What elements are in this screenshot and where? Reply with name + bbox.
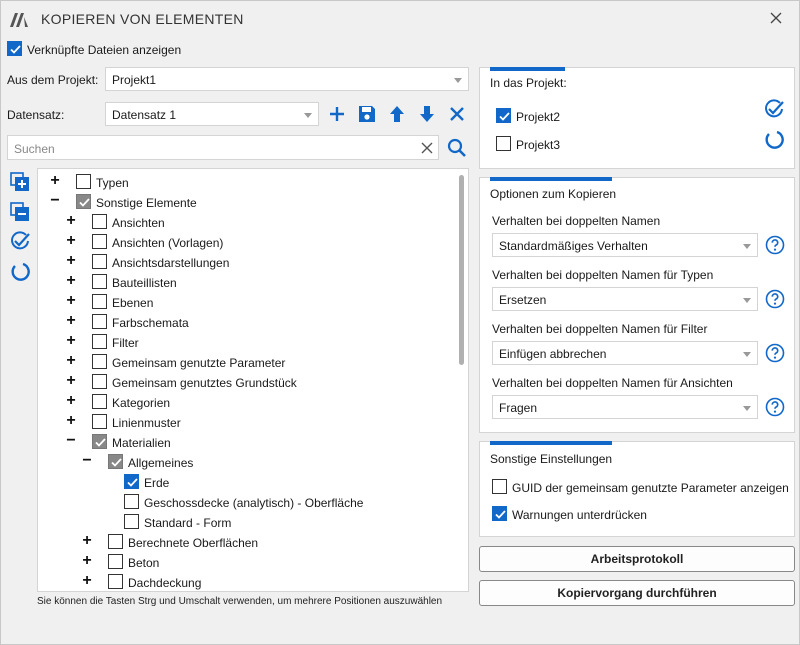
tree-item-label: Beton bbox=[128, 556, 160, 570]
tree-item-checkbox[interactable] bbox=[92, 334, 107, 349]
multi-select-hint: Sie können die Tasten Strg und Umschalt verwenden, um mehrere Positionen auszuwählen bbox=[37, 596, 443, 607]
tree-item-label: Standard - Form bbox=[144, 516, 232, 530]
search-box[interactable] bbox=[7, 135, 439, 160]
expand-all-icon[interactable] bbox=[9, 171, 31, 193]
suppress-warnings-label: Warnungen unterdrücken bbox=[512, 508, 647, 522]
tree-item-label: Ansichten bbox=[112, 216, 165, 230]
panel-accent bbox=[490, 67, 565, 71]
tree-item-label: Sonstige Elemente bbox=[96, 196, 197, 210]
target-project-label: Projekt3 bbox=[516, 138, 561, 152]
tree-item-checkbox[interactable] bbox=[76, 174, 91, 189]
search-input[interactable]: Suchen bbox=[14, 142, 55, 156]
tree-item-label: Bauteillisten bbox=[112, 276, 177, 290]
dataset-combo[interactable] bbox=[105, 102, 319, 126]
work-log-button[interactable]: Arbeitsprotokoll bbox=[479, 546, 795, 572]
tree-item[interactable] bbox=[38, 412, 458, 432]
show-guid-checkbox[interactable] bbox=[492, 479, 507, 494]
search-icon[interactable] bbox=[446, 137, 468, 159]
tree-item[interactable] bbox=[38, 252, 458, 272]
tree-item-checkbox[interactable] bbox=[92, 254, 107, 269]
chevron-down-icon bbox=[743, 244, 751, 249]
tree-item-label: Linienmuster bbox=[112, 416, 181, 430]
option-combo[interactable] bbox=[492, 341, 758, 365]
expand-icon[interactable]: + bbox=[82, 552, 92, 569]
tree-item[interactable] bbox=[38, 392, 458, 412]
tree-item-checkbox[interactable] bbox=[92, 314, 107, 329]
option-value: Fragen bbox=[499, 401, 538, 415]
expand-icon[interactable]: + bbox=[50, 172, 60, 189]
app-logo-icon bbox=[9, 10, 33, 28]
option-value: Ersetzen bbox=[499, 293, 547, 307]
tree-item[interactable] bbox=[38, 272, 458, 292]
save-icon[interactable] bbox=[356, 103, 378, 125]
tree-item-label: Materialien bbox=[112, 436, 171, 450]
chevron-down-icon bbox=[743, 352, 751, 357]
expand-icon[interactable]: + bbox=[66, 232, 76, 249]
tree-item-label: Erde bbox=[144, 476, 170, 490]
tree-item-checkbox[interactable] bbox=[92, 354, 107, 369]
source-project-label: Aus dem Projekt: bbox=[7, 73, 99, 87]
chevron-down-icon bbox=[454, 78, 462, 83]
source-project-combo[interactable] bbox=[105, 67, 469, 91]
tree-item-checkbox[interactable] bbox=[92, 414, 107, 429]
chevron-down-icon bbox=[743, 406, 751, 411]
option-label: Verhalten bei doppelten Namen bbox=[492, 214, 661, 228]
show-guid-label: GUID der gemeinsam genutzte Parameter anzeigen bbox=[512, 481, 789, 495]
run-copy-button[interactable]: Kopiervorgang durchführen bbox=[479, 580, 795, 606]
tree-item[interactable] bbox=[38, 172, 458, 192]
panel-accent bbox=[490, 441, 612, 445]
collapse-icon[interactable]: − bbox=[82, 452, 92, 469]
tree-item[interactable] bbox=[38, 472, 458, 492]
show-linked-files-label: Verknüpfte Dateien anzeigen bbox=[27, 43, 182, 57]
tree-scrollbar[interactable] bbox=[459, 175, 464, 365]
copy-options-title: Optionen zum Kopieren bbox=[490, 187, 617, 201]
target-project-checkbox-projekt2[interactable] bbox=[496, 108, 511, 123]
tree-item-label: Allgemeines bbox=[128, 456, 194, 470]
tree-item-checkbox[interactable] bbox=[124, 474, 139, 489]
expand-icon[interactable]: + bbox=[66, 352, 76, 369]
tree-item[interactable] bbox=[38, 332, 458, 352]
tree-item-label: Ebenen bbox=[112, 296, 154, 310]
expand-icon[interactable]: + bbox=[66, 372, 76, 389]
close-icon[interactable] bbox=[767, 9, 785, 27]
expand-icon[interactable]: + bbox=[66, 252, 76, 269]
collapse-icon[interactable]: − bbox=[50, 192, 60, 209]
check-all-icon[interactable] bbox=[763, 98, 785, 120]
tree-item[interactable] bbox=[38, 532, 458, 552]
tree-item[interactable] bbox=[38, 492, 458, 512]
dataset-label: Datensatz: bbox=[7, 108, 65, 122]
target-project-checkbox-projekt3[interactable] bbox=[496, 136, 511, 151]
other-settings-title: Sonstige Einstellungen bbox=[490, 452, 613, 466]
tree-item-checkbox[interactable] bbox=[92, 374, 107, 389]
uncheck-all-icon[interactable] bbox=[763, 128, 785, 150]
copy-options-panel bbox=[479, 177, 795, 433]
tree-item-checkbox[interactable] bbox=[92, 234, 107, 249]
tree-item-checkbox[interactable] bbox=[76, 194, 91, 209]
other-settings-panel bbox=[479, 441, 795, 537]
expand-icon[interactable]: + bbox=[66, 332, 76, 349]
window-title: KOPIEREN VON ELEMENTEN bbox=[41, 11, 244, 27]
target-project-title: In das Projekt: bbox=[490, 76, 567, 90]
option-combo[interactable] bbox=[492, 233, 758, 257]
clear-icon[interactable] bbox=[421, 142, 433, 154]
tree-item-checkbox[interactable] bbox=[92, 294, 107, 309]
tree-item-checkbox[interactable] bbox=[124, 494, 139, 509]
help-icon[interactable] bbox=[765, 343, 785, 363]
expand-icon[interactable]: + bbox=[66, 312, 76, 329]
tree-item-label: Typen bbox=[96, 176, 129, 190]
tree-item[interactable] bbox=[38, 432, 458, 452]
tree-item[interactable] bbox=[38, 212, 458, 232]
target-project-label: Projekt2 bbox=[516, 110, 561, 124]
tree-item-label: Kategorien bbox=[112, 396, 171, 410]
title-bar bbox=[1, 1, 799, 37]
option-label: Verhalten bei doppelten Namen für Typen bbox=[492, 268, 714, 282]
help-icon[interactable] bbox=[765, 397, 785, 417]
option-combo[interactable] bbox=[492, 395, 758, 419]
chevron-down-icon bbox=[743, 298, 751, 303]
dataset-value: Datensatz 1 bbox=[112, 108, 177, 122]
tree-item-checkbox[interactable] bbox=[92, 394, 107, 409]
tree-item[interactable] bbox=[38, 192, 458, 212]
chevron-down-icon bbox=[304, 113, 312, 118]
uncheck-all-icon[interactable] bbox=[9, 260, 31, 282]
option-value: Standardmäßiges Verhalten bbox=[499, 239, 648, 253]
tree-item[interactable] bbox=[38, 572, 458, 592]
tree-item[interactable] bbox=[38, 352, 458, 372]
element-tree[interactable] bbox=[37, 168, 469, 592]
expand-icon[interactable]: + bbox=[66, 272, 76, 289]
expand-icon[interactable]: + bbox=[66, 392, 76, 409]
arrow-down-icon[interactable] bbox=[416, 103, 438, 125]
tree-item-checkbox[interactable] bbox=[124, 514, 139, 529]
tree-item-label: Ansichtsdarstellungen bbox=[112, 256, 230, 270]
tree-item-label: Filter bbox=[112, 336, 139, 350]
arrow-up-icon[interactable] bbox=[386, 103, 408, 125]
tree-item-label: Geschossdecke (analytisch) - Oberfläche bbox=[144, 496, 364, 510]
tree-item-checkbox[interactable] bbox=[108, 554, 123, 569]
suppress-warnings-checkbox[interactable] bbox=[492, 506, 507, 521]
panel-accent bbox=[490, 177, 612, 181]
target-project-panel bbox=[479, 67, 795, 169]
tree-item[interactable] bbox=[38, 552, 458, 572]
expand-icon[interactable]: + bbox=[66, 292, 76, 309]
expand-icon[interactable]: + bbox=[66, 212, 76, 229]
option-combo[interactable] bbox=[492, 287, 758, 311]
tree-item-checkbox[interactable] bbox=[92, 434, 107, 449]
tree-item-label: Farbschemata bbox=[112, 316, 189, 330]
collapse-icon[interactable]: − bbox=[66, 432, 76, 449]
show-linked-files-checkbox[interactable] bbox=[7, 41, 22, 56]
help-icon[interactable] bbox=[765, 235, 785, 255]
help-icon[interactable] bbox=[765, 289, 785, 309]
tree-item[interactable] bbox=[38, 512, 458, 532]
expand-icon[interactable]: + bbox=[66, 412, 76, 429]
tree-item-label: Gemeinsam genutztes Grundstück bbox=[112, 376, 297, 390]
tree-item[interactable] bbox=[38, 312, 458, 332]
option-value: Einfügen abbrechen bbox=[499, 347, 607, 361]
tree-item-checkbox[interactable] bbox=[108, 574, 123, 589]
add-icon[interactable] bbox=[326, 103, 348, 125]
tree-item-checkbox[interactable] bbox=[92, 214, 107, 229]
tree-item-checkbox[interactable] bbox=[108, 454, 123, 469]
source-project-value: Projekt1 bbox=[112, 73, 157, 87]
tree-item-label: Berechnete Oberflächen bbox=[128, 536, 259, 550]
option-label: Verhalten bei doppelten Namen für Ansichten bbox=[492, 376, 733, 390]
tree-item-label: Ansichten (Vorlagen) bbox=[112, 236, 224, 250]
expand-icon[interactable]: + bbox=[82, 532, 92, 549]
check-all-icon[interactable] bbox=[9, 230, 31, 252]
tree-item-checkbox[interactable] bbox=[92, 274, 107, 289]
expand-icon[interactable]: + bbox=[82, 572, 92, 589]
tree-item[interactable] bbox=[38, 452, 458, 472]
tree-item-label: Dachdeckung bbox=[128, 576, 202, 590]
tree-item[interactable] bbox=[38, 372, 458, 392]
collapse-all-icon[interactable] bbox=[9, 201, 31, 223]
tree-item-checkbox[interactable] bbox=[108, 534, 123, 549]
tree-item-label: Gemeinsam genutzte Parameter bbox=[112, 356, 286, 370]
tree-item[interactable] bbox=[38, 232, 458, 252]
tree-item[interactable] bbox=[38, 292, 458, 312]
delete-icon[interactable] bbox=[446, 103, 468, 125]
option-label: Verhalten bei doppelten Namen für Filter bbox=[492, 322, 708, 336]
